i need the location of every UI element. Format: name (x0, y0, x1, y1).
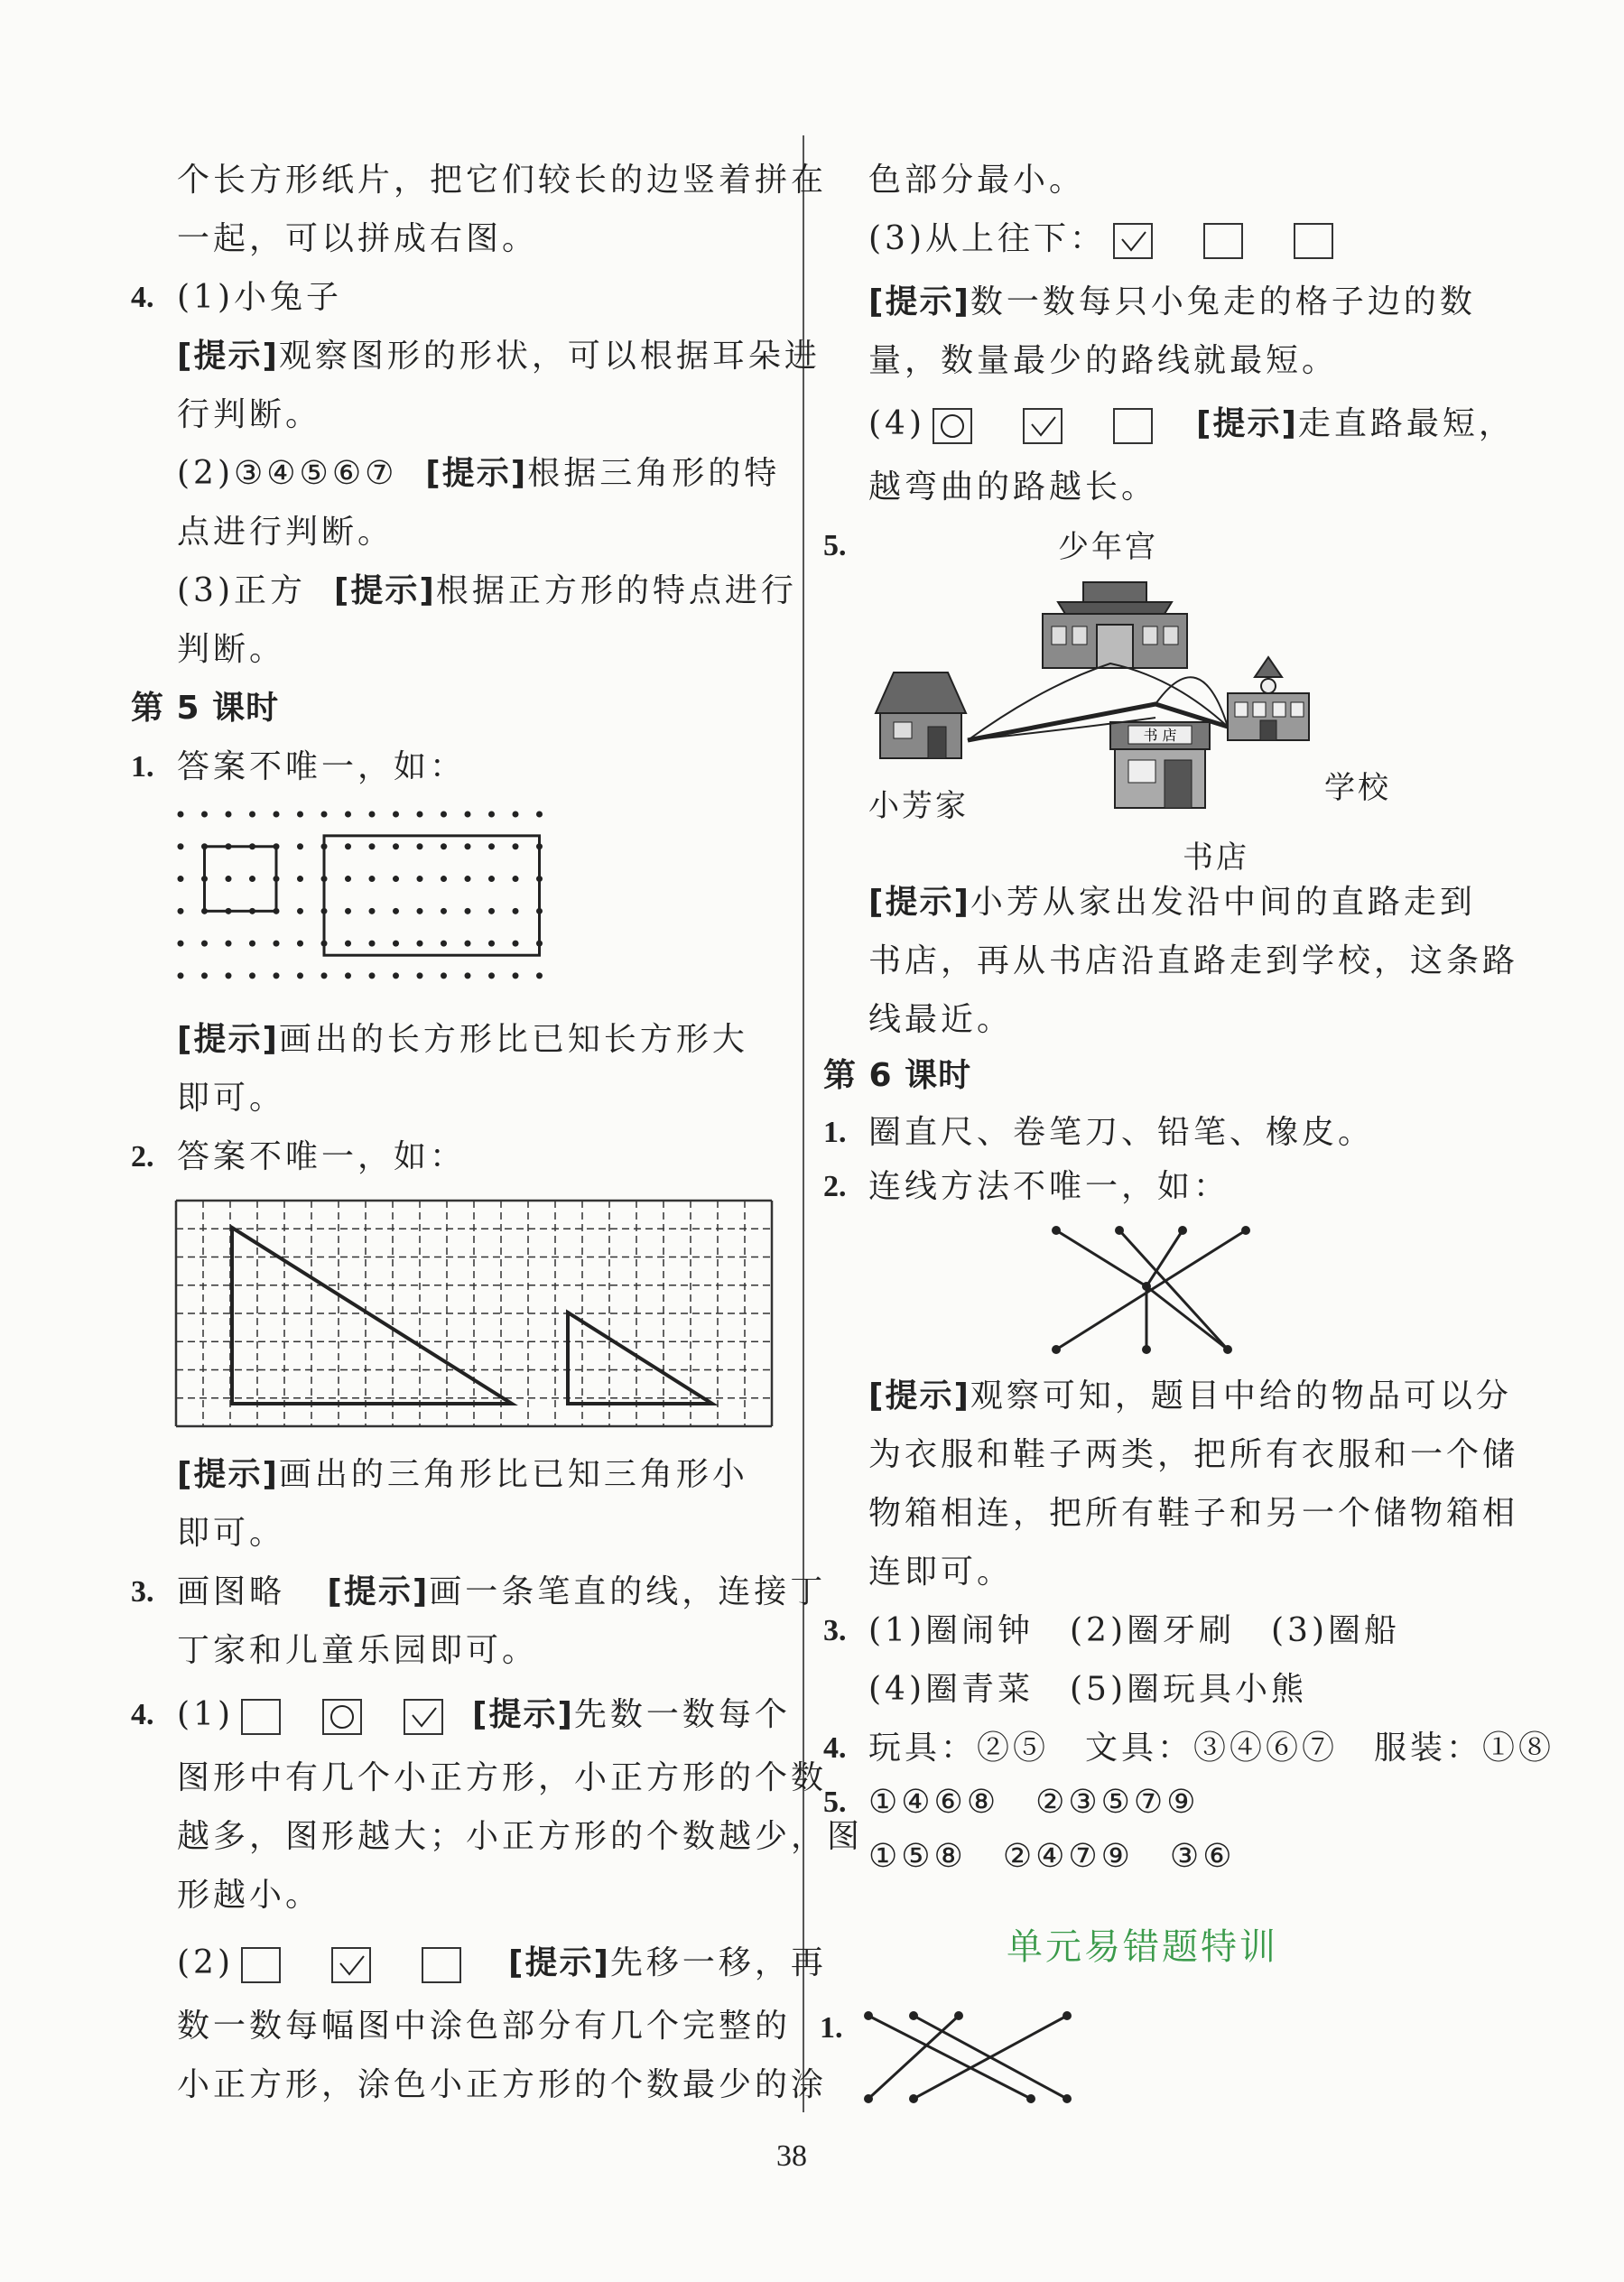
question-text: 答案不唯一，如： (177, 748, 467, 785)
answer-line (868, 219, 1341, 259)
grid-dot (393, 908, 399, 914)
hint-line: 书店，再从书店沿直路走到学校，这条路 (868, 942, 1519, 979)
question-number: 3. (823, 1614, 847, 1647)
grid-dot (201, 972, 208, 979)
grid-dot (417, 876, 423, 882)
grid-dot (488, 908, 495, 914)
answer-text: (1)圈闹钟 (2)圈牙刷 (3)圈船 (868, 1612, 1400, 1649)
hint-tag: [提示] (425, 455, 528, 492)
hint-text: 画出的长方形比已知长方形大 (278, 1021, 748, 1058)
answer-text: 圈直尺、卷笔刀、铅笔、橡皮。 (868, 1114, 1375, 1151)
check-box (1113, 223, 1153, 259)
hint-text: 数一数每只小兔走的格子边的数 (970, 283, 1476, 320)
circle-box (322, 1699, 362, 1735)
hint-line (868, 283, 1476, 322)
question-number: 1. (820, 2011, 843, 2045)
grid-dot (178, 876, 184, 882)
answer-line (177, 454, 780, 494)
grid-dot (226, 876, 232, 882)
right-column (803, 0, 1624, 2203)
grid-dot (513, 972, 519, 979)
hint-text: 小芳从家出发沿中间的直路走到 (970, 884, 1476, 921)
grid-dot (369, 812, 376, 818)
answer-text: (1) (177, 1696, 234, 1733)
grid-dot (321, 972, 328, 979)
answer-line (177, 1695, 791, 1735)
text-line: 色部分最小。 (868, 162, 1086, 199)
hint-tag: [提示] (868, 884, 970, 921)
grid-dot (274, 941, 280, 947)
home-label: 小芳家 (868, 788, 969, 824)
grid-dot (369, 972, 376, 979)
grid-dot (441, 908, 447, 914)
grid-dot (178, 908, 184, 914)
answer-text: 画图略 (177, 1573, 286, 1610)
hint-tag: [提示] (333, 572, 436, 609)
route-wavy (1155, 677, 1228, 727)
answer-text: (3)正方 (177, 572, 306, 609)
hint-tag: [提示] (177, 1456, 279, 1493)
grid-dot (345, 972, 351, 979)
grid-dot (393, 876, 399, 882)
answer-line (177, 1943, 827, 1983)
question-text: 答案不唯一，如： (177, 1138, 467, 1175)
hint-tag: [提示] (1196, 405, 1298, 442)
grid-dot (513, 876, 519, 882)
question-number: 2. (823, 1170, 847, 1203)
grid-dot (393, 972, 399, 979)
empty-box (1294, 223, 1333, 259)
circle-box (933, 408, 972, 444)
text-line: 个长方形纸片，把它们较长的边竖着拼在 (177, 162, 828, 199)
grid-dot (345, 941, 351, 947)
answer-text: (1)小兔子 (177, 279, 342, 316)
grid-dot (488, 812, 495, 818)
grid-dot (297, 972, 303, 979)
grid-dot (297, 843, 303, 849)
line-matching-figure (1047, 1223, 1255, 1359)
check-box (404, 1699, 443, 1735)
grid-dot (465, 972, 471, 979)
grid-dot (249, 941, 255, 947)
grid-dot (249, 812, 255, 818)
answer-text: (4) (868, 405, 925, 442)
grid-dot (441, 843, 447, 849)
grid-dot (178, 941, 184, 947)
grid-dot (249, 876, 255, 882)
grid-dot (441, 812, 447, 818)
question-number: 5. (823, 529, 847, 562)
hint-line: 越弯曲的路越长。 (868, 468, 1158, 506)
hint-line: 即可。 (177, 1080, 286, 1117)
hint-text: 走直路最短， (1297, 405, 1515, 442)
hint-line: 为衣服和鞋子两类，把所有衣服和一个储 (868, 1436, 1519, 1473)
grid-dot (513, 941, 519, 947)
home-building (876, 673, 966, 758)
school-building (1228, 657, 1309, 740)
question-number: 1. (823, 1116, 847, 1149)
grid-dot (393, 843, 399, 849)
grid-dot (297, 812, 303, 818)
cross-matching-figure (859, 2008, 1076, 2108)
grid-dot (465, 843, 471, 849)
hint-text: 画出的三角形比已知三角形小 (278, 1456, 748, 1493)
hint-line: 越多，图形越大；小正方形的个数越少，图 (177, 1818, 864, 1855)
drawn-rectangle (324, 836, 540, 955)
lesson-heading: 第 6 课时 (823, 1057, 972, 1094)
question-number: 4. (131, 281, 154, 314)
grid-dot (465, 812, 471, 818)
grid-dot (441, 876, 447, 882)
grid-dot (274, 972, 280, 979)
grid-dot (345, 812, 351, 818)
empty-box (1113, 408, 1153, 444)
text-line: 一起，可以拼成右图。 (177, 220, 539, 257)
grid-dot (297, 908, 303, 914)
question-number: 2. (131, 1140, 154, 1173)
question-number: 5. (823, 1786, 847, 1819)
hint-line (868, 1377, 1512, 1416)
answer-line (177, 571, 797, 611)
answer-text: ①⑤⑧ ②④⑦⑨ ③⑥ (868, 1838, 1236, 1875)
section-title: 单元易错题特训 (1007, 1926, 1278, 1968)
grid-dot (201, 812, 208, 818)
question-number: 1. (131, 750, 154, 784)
grid-dot (465, 876, 471, 882)
hint-line: 形越小。 (177, 1877, 322, 1914)
grid-dot (345, 843, 351, 849)
grid-dot (369, 876, 376, 882)
hint-line: 即可。 (177, 1515, 286, 1552)
grid-dot (369, 908, 376, 914)
page-number: 38 (776, 2139, 807, 2173)
hint-line: 连即可。 (868, 1554, 1014, 1591)
grid-dot (417, 941, 423, 947)
hint-line: 点进行判断。 (177, 514, 394, 551)
answer-text: 玩具：②⑤ 文具：③④⑥⑦ 服装：①⑧ (868, 1730, 1555, 1767)
grid-dot (345, 908, 351, 914)
hint-line (177, 337, 821, 376)
hint-line: 丁家和儿童乐园即可。 (177, 1632, 539, 1669)
check-box (1023, 408, 1063, 444)
grid-dot (321, 812, 328, 818)
grid-dot (417, 843, 423, 849)
grid-dot (393, 812, 399, 818)
grid-dot (513, 843, 519, 849)
grid-dot (274, 812, 280, 818)
empty-box (241, 1699, 281, 1735)
grid-dot (488, 972, 495, 979)
empty-box (241, 1947, 281, 1983)
empty-box (1203, 223, 1243, 259)
grid-dot (441, 941, 447, 947)
grid-dot (441, 972, 447, 979)
answer-line (868, 404, 1515, 444)
hint-tag: [提示] (177, 338, 279, 375)
hint-line: 图形中有几个小正方形，小正方形的个数 (177, 1759, 828, 1796)
grid-dot (178, 812, 184, 818)
answer-line (177, 1572, 826, 1612)
hint-line: 小正方形，涂色小正方形的个数最少的涂 (177, 2066, 828, 2103)
hint-text: 观察可知，题目中给的物品可以分 (970, 1378, 1512, 1415)
dot-grid-figure (172, 803, 803, 1011)
answer-text: (2) (177, 1944, 234, 1981)
grid-dot (465, 908, 471, 914)
grid-dot (393, 941, 399, 947)
grid-dot (178, 843, 184, 849)
grid-dot (417, 908, 423, 914)
answer-text: (4)圈青菜 (5)圈玩具小熊 (868, 1671, 1307, 1708)
hint-text: 先移一移，再 (609, 1944, 827, 1981)
grid-dot (488, 843, 495, 849)
hint-text: 根据正方形的特点进行 (435, 572, 797, 609)
hint-line (177, 1455, 748, 1495)
grid-dot (369, 843, 376, 849)
hint-tag: [提示] (508, 1944, 610, 1981)
grid-dot (417, 972, 423, 979)
grid-dot (536, 972, 543, 979)
hint-tag: [提示] (177, 1021, 279, 1058)
empty-box (422, 1947, 461, 1983)
grid-dot (369, 941, 376, 947)
grid-dot (226, 941, 232, 947)
hint-line (177, 1020, 748, 1060)
hint-line: 量，数量最少的路线就最短。 (868, 342, 1339, 379)
question-number: 4. (823, 1731, 847, 1765)
hint-line: 线最近。 (868, 1001, 1014, 1038)
hint-tag: [提示] (868, 283, 970, 320)
hint-tag: [提示] (327, 1573, 430, 1610)
hint-line: 物箱相连，把所有鞋子和另一个储物箱相 (868, 1495, 1519, 1532)
hint-tag: [提示] (868, 1378, 970, 1415)
grid-dot (488, 876, 495, 882)
grid-dot (513, 812, 519, 818)
store-label: 书店 (1183, 840, 1249, 876)
palace-building (1043, 582, 1187, 668)
answer-text: ①④⑥⑧ ②③⑤⑦⑨ (868, 1784, 1200, 1821)
grid-dot (345, 876, 351, 882)
hint-line: 判断。 (177, 631, 286, 668)
grid-dot (297, 941, 303, 947)
school-label: 学校 (1324, 770, 1391, 806)
grid-dot (297, 876, 303, 882)
grid-dot (417, 812, 423, 818)
check-box (331, 1947, 371, 1983)
hint-line: 数一数每幅图中涂色部分有几个完整的 (177, 2008, 792, 2045)
answer-text: (3)从上往下： (868, 220, 1106, 257)
hint-line (868, 883, 1476, 923)
grid-dot (488, 941, 495, 947)
grid-dot (536, 812, 543, 818)
large-triangle (232, 1228, 512, 1404)
hint-text: 根据三角形的特 (527, 455, 781, 492)
question-text: 连线方法不唯一，如： (868, 1168, 1230, 1205)
lesson-heading: 第 5 课时 (131, 690, 280, 727)
grid-dot (465, 941, 471, 947)
hint-text: 观察图形的形状，可以根据耳朵进 (278, 338, 821, 375)
bookstore-sign: 书 店 (1143, 727, 1177, 744)
route-map (858, 560, 1345, 830)
palace-label: 少年宫 (1058, 529, 1158, 565)
hint-text: 画一条笔直的线，连接丁 (429, 1573, 827, 1610)
hint-tag: [提示] (472, 1696, 574, 1733)
hint-line: 行判断。 (177, 396, 322, 433)
question-number: 4. (131, 1698, 154, 1731)
grid-dot (226, 812, 232, 818)
question-number: 3. (131, 1575, 154, 1609)
grid-dot (226, 972, 232, 979)
answer-text: (2)③④⑤⑥⑦ (177, 455, 398, 492)
grid-dot (201, 941, 208, 947)
grid-dot (249, 972, 255, 979)
grid-dot (513, 908, 519, 914)
hint-text: 先数一数每个 (573, 1696, 791, 1733)
given-rectangle (205, 847, 277, 912)
grid-dot (178, 972, 184, 979)
grid-triangles-figure (176, 1201, 772, 1426)
